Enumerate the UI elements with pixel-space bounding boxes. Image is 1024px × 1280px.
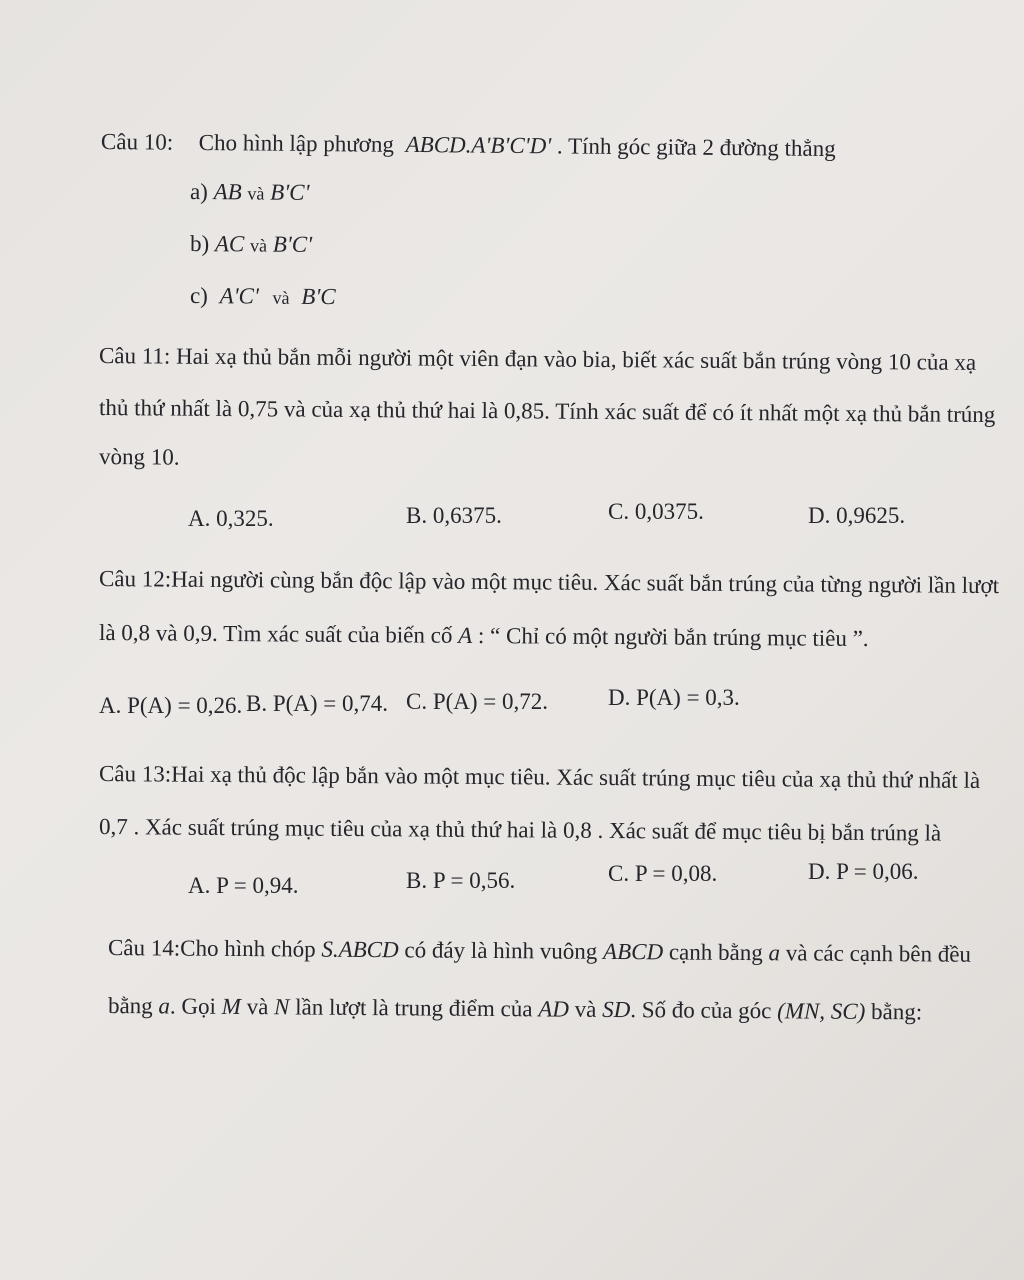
line-second: B'C'	[270, 179, 310, 205]
q14-text: và	[574, 996, 597, 1022]
q10-lead: Câu 10:	[100, 129, 174, 155]
q13-option-c: C. P = 0,08.	[608, 861, 718, 886]
q13-option-d: D. P = 0,06.	[808, 859, 919, 884]
q10-item-b	[190, 230, 312, 260]
q10-item-a	[190, 178, 310, 208]
point-m: M	[221, 993, 241, 1020]
q14-line-2	[108, 992, 922, 1026]
point-n: N	[274, 994, 290, 1020]
q14-text: và	[246, 994, 269, 1020]
q12-line-2	[99, 619, 869, 653]
item-label: b)	[189, 231, 210, 257]
q12-event-text: : “ Chỉ có một người bắn trúng mục tiêu ”.	[477, 622, 869, 652]
q13-option-a: A. P = 0,94.	[188, 873, 299, 898]
q14-text: bằng	[107, 993, 153, 1019]
angle-expression: (MN, SC)	[777, 998, 866, 1024]
q14-text: . Gọi	[169, 993, 217, 1019]
q14-text: lần lượt là trung điểm của	[295, 994, 533, 1022]
q11-option-d: D. 0,9625.	[808, 503, 906, 528]
q10-item-c	[190, 282, 336, 312]
q10-cube: ABCD.A'B'C'D'	[405, 131, 552, 159]
q11-line-3: vòng 10.	[98, 444, 180, 470]
q12-text: là 0,8 và 0,9. Tìm xác suất của biến cố	[98, 620, 453, 648]
q14-text: và các cạnh bên đều	[785, 940, 972, 967]
q11-option-b: B. 0,6375.	[406, 503, 502, 528]
q13-line-2: 0,7 . Xác suất trúng mục tiêu của xạ thủ thứ hai là 0,8 . Xác suất để mục tiêu bị bắn trúng là	[98, 814, 942, 846]
segment-ad: AD	[538, 996, 570, 1022]
square-name: ABCD	[602, 938, 664, 965]
conjunction: và	[272, 287, 290, 308]
q14-text: cạnh bằng	[668, 939, 763, 966]
item-label: c)	[189, 283, 208, 309]
q14-text: . Số đo của góc	[630, 997, 772, 1024]
item-label: a)	[189, 179, 208, 205]
q10-line	[101, 128, 836, 163]
q13-line-1: Câu 13:Hai xạ thủ độc lập bắn vào một mục tiêu. Xác suất trúng mục tiêu của xạ thủ thứ nhất là	[98, 761, 981, 793]
q12-line-1: Câu 12:Hai người cùng bắn độc lập vào một mục tiêu. Xác suất bắn trúng của từng người lần lượt	[98, 566, 1000, 599]
q12-option-c: C. P(A) = 0,72.	[406, 689, 549, 714]
conjunction: và	[247, 183, 265, 204]
q14-text: có đáy là hình vuông	[404, 937, 598, 964]
q10-tail: . Tính góc giữa 2 đường thẳng	[556, 133, 836, 162]
q14-text: Câu 14:Cho hình chóp	[107, 935, 316, 962]
pyramid-name: S.ABCD	[321, 936, 399, 963]
q11-option-a: A. 0,325.	[188, 506, 274, 531]
line-first: AB	[213, 179, 242, 205]
line-first: A'C'	[219, 283, 259, 309]
q12-option-a: A. P(A) = 0,26.	[99, 693, 243, 718]
q10-text: Cho hình lập phương	[198, 129, 395, 157]
q13-option-b: B. P = 0,56.	[406, 868, 516, 893]
q12-option-d: D. P(A) = 0,3.	[608, 685, 740, 710]
q11-line-1: Câu 11: Hai xạ thủ bắn mỗi người một viên đạn vào bia, biết xác suất bắn trúng vòng 10 của xạ	[98, 343, 977, 375]
q12-option-b: B. P(A) = 0,74.	[246, 691, 389, 716]
line-first: AC	[214, 231, 245, 257]
q11-line-2: thủ thứ nhất là 0,75 và của xạ thủ thứ hai là 0,85. Tính xác suất để có ít nhất một xạ thủ bắn trúng	[98, 395, 996, 428]
q11-option-c: C. 0,0375.	[608, 499, 704, 524]
q14-text: bằng:	[871, 998, 923, 1025]
segment-sd: SD	[602, 996, 631, 1023]
edge-variable: a	[158, 993, 171, 1019]
q14-line-1	[108, 934, 971, 969]
event-variable: A	[458, 622, 473, 648]
edge-variable: a	[768, 940, 781, 966]
line-second: B'C	[301, 283, 336, 310]
line-second: B'C'	[272, 231, 313, 257]
conjunction: và	[249, 235, 268, 256]
